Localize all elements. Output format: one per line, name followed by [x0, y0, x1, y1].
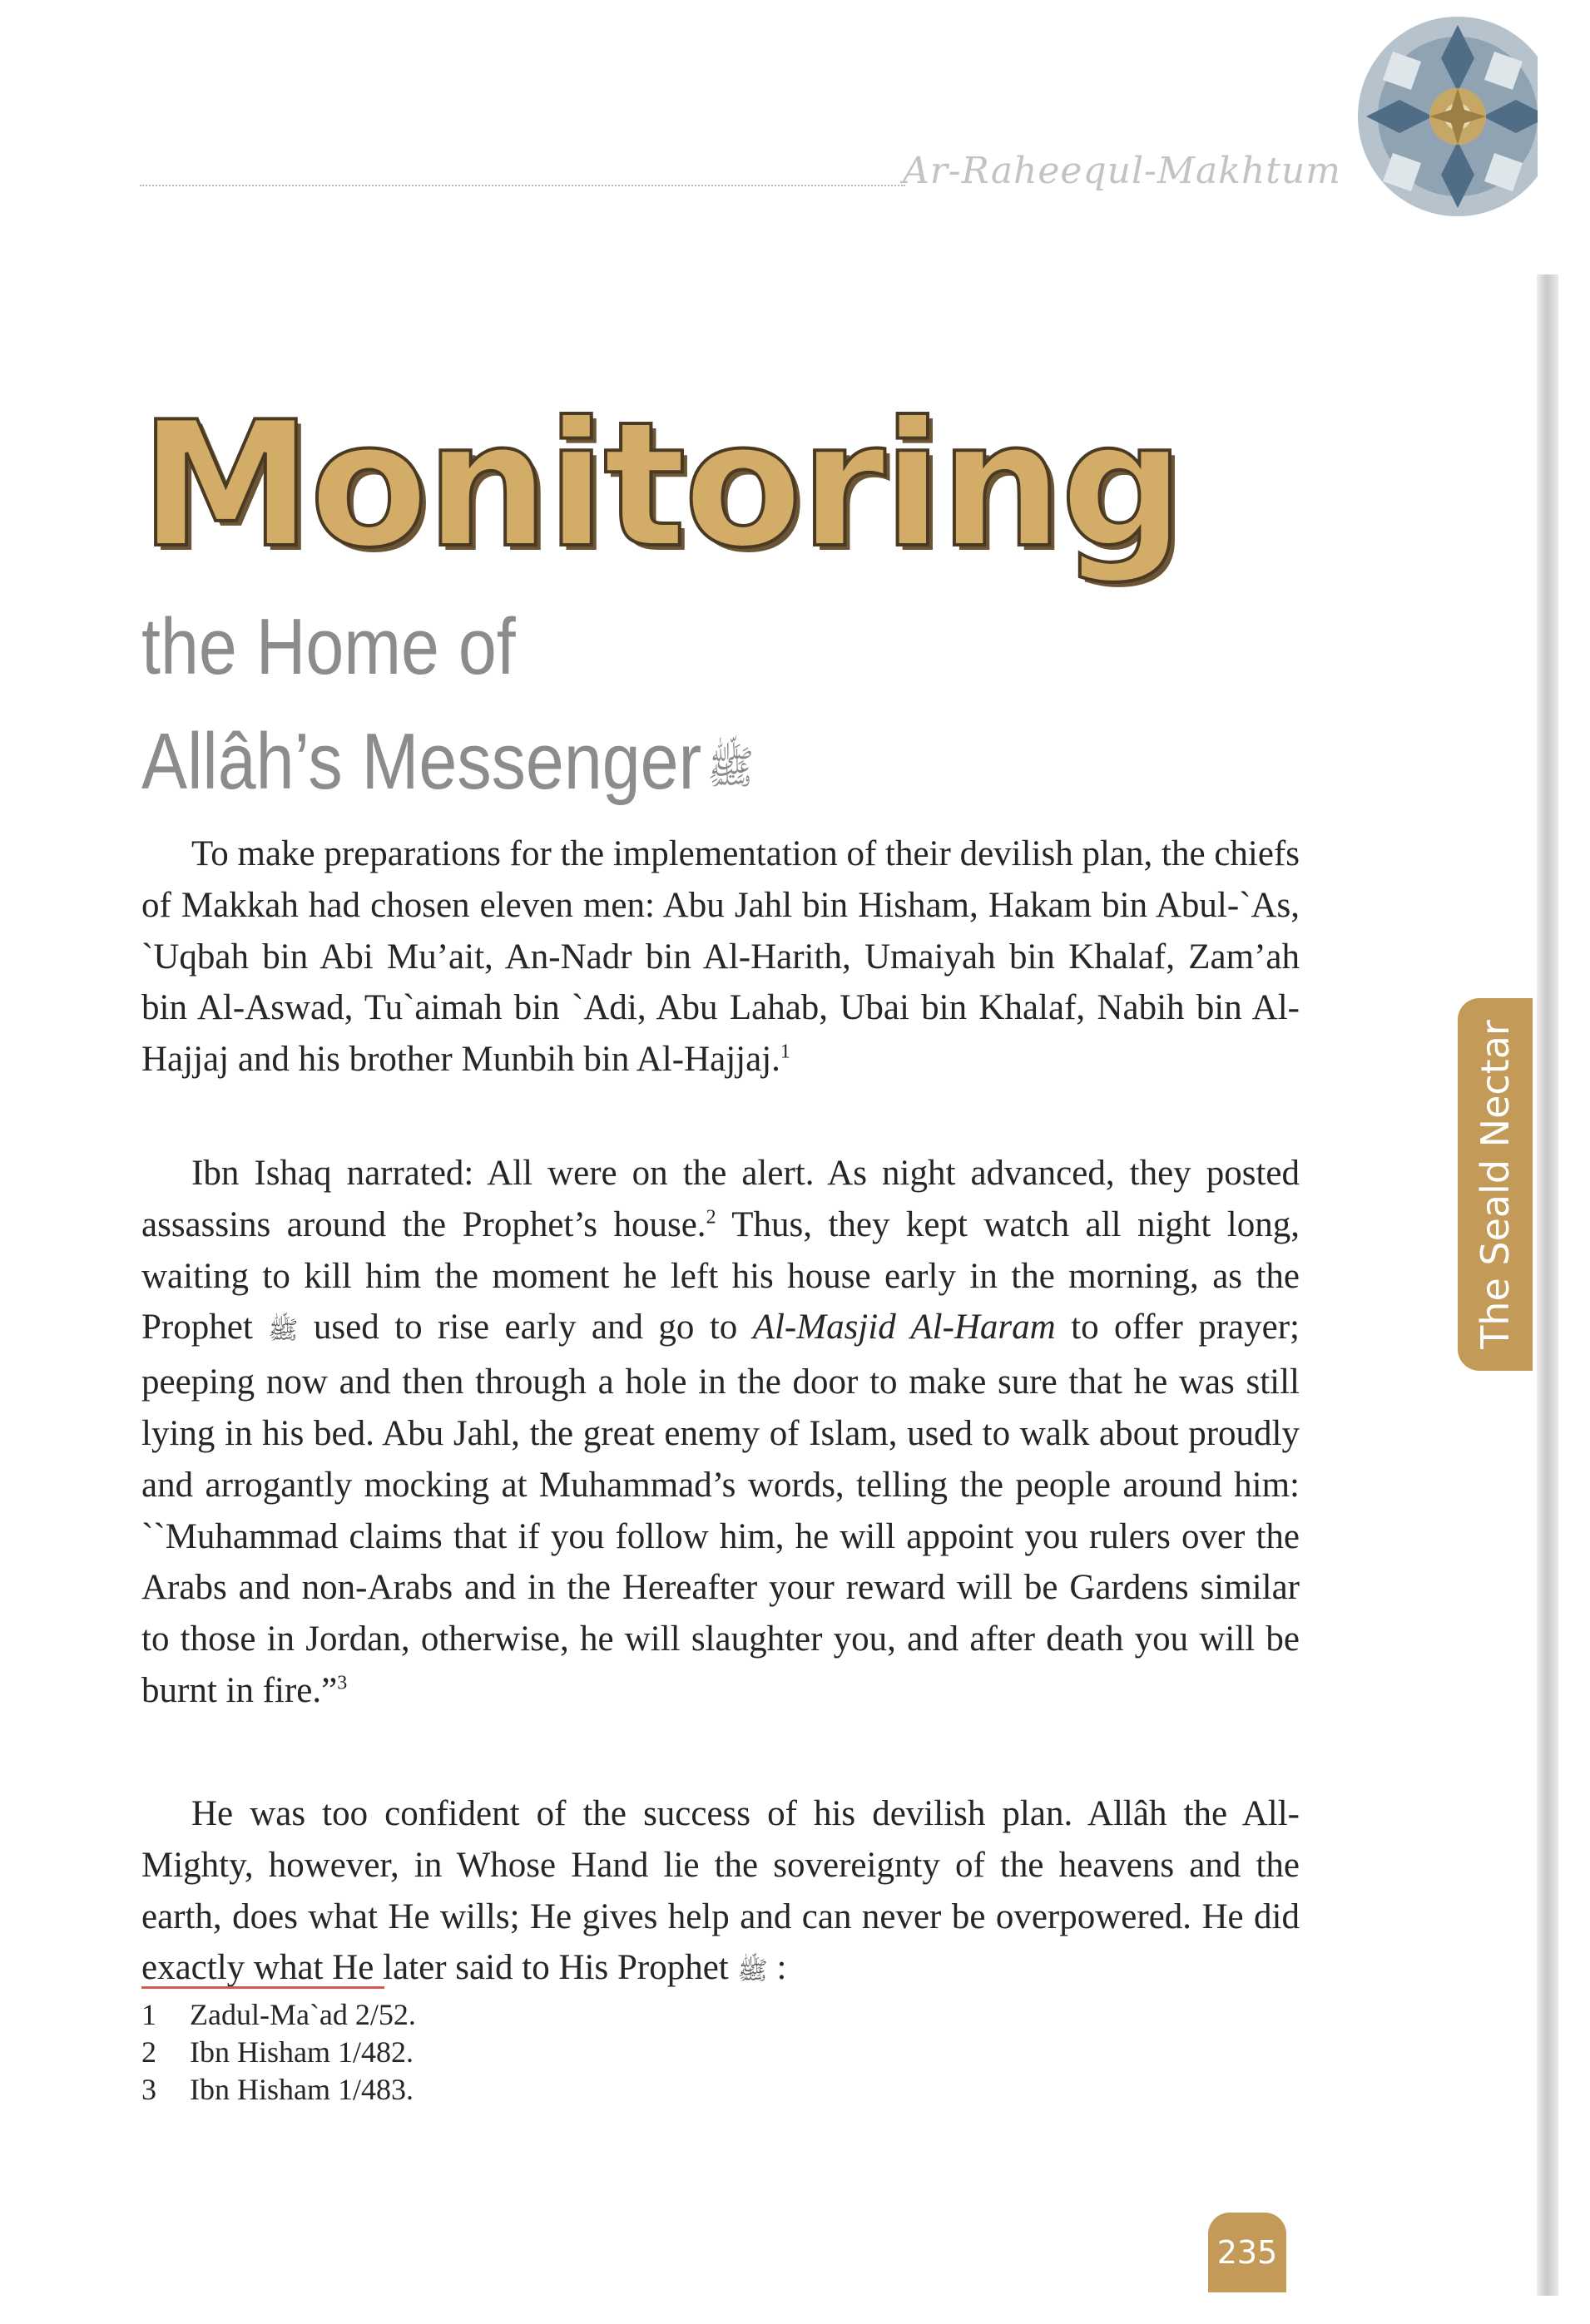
side-tab-label: The Seald Nectar [1473, 1020, 1518, 1349]
paragraph-text: Ibn Ishaq narrated: All were on the alert. As night advanced, they posted assassins around the Prophet’s house. [141, 1154, 1300, 1244]
footnote-rule [141, 1986, 384, 1989]
page-number: 235 [1208, 2213, 1286, 2292]
paragraph-text: to offer prayer; peeping now and then through a hole in the door to make sure that he was still lying in his bed. Abu Jahl, the great enemy of Islam, used to walk about proudly and arrogantly mocking at Muhammad’s words, telling the people around him: ``Muhammad claims that if you follow him, he will appoint you rulers over the Arabs and non-Arabs and in the Hereafter your reward will be Gardens similar to those in Jordan, otherwise, he will slaughter you, and after death you will be burnt in fire.” [141, 1308, 1300, 1710]
side-tab [1458, 998, 1533, 1371]
paragraph-text: : [767, 1948, 787, 1988]
arabesque-ornament-icon [1341, 8, 1541, 216]
footnotes [141, 1996, 416, 2109]
chapter-title: Monitoring [140, 385, 1182, 586]
paragraph-3 [141, 1788, 1300, 1997]
paragraph-text: used to rise early and go to [298, 1308, 753, 1347]
paragraph-text: To make preparations for the implementation of their devilish plan, the chiefs of Makkah had chosen eleven men: Abu Jahl bin Hisham, Hakam bin Abul-`As, `Uqbah bin Abi Mu’ait, An-Nadr bin Al-Harith, Umaiyah bin Khalaf, Zam’ah bin Al-Aswad, Tu`aimah bin `Adi, Abu Lahab, Ubai bin Khalaf, Nabih bin Al-Hajjaj and his brother Munbih bin Al-Hajjaj. [141, 834, 1300, 1080]
footnote-ref: 1 [780, 1041, 790, 1063]
running-header-title: Ar-Raheequl-Makhtum [903, 150, 1341, 192]
chapter-subtitle-line2-text: Allâh’s Messenger [141, 717, 702, 806]
footnote-number: 3 [141, 2073, 156, 2106]
honorific-glyph: ﷺ [268, 1316, 299, 1346]
footnote-number: 1 [141, 1998, 156, 2031]
footnote-item [141, 1996, 416, 2034]
footnote-ref: 2 [706, 1206, 716, 1229]
header-dotted-rule [140, 185, 905, 186]
honorific-glyph: ﷺ [706, 740, 755, 794]
paragraph-2 [141, 1148, 1300, 1717]
footnote-item [141, 2071, 416, 2109]
footnote-ref: 3 [337, 1672, 348, 1694]
paragraph-1 [141, 828, 1300, 1085]
footnote-item [141, 2034, 416, 2071]
footnote-text: Zadul-Ma`ad 2/52. [190, 1998, 416, 2031]
honorific-glyph: ﷺ [737, 1956, 768, 1986]
footnote-text: Ibn Hisham 1/483. [190, 2073, 414, 2106]
paragraph-text: He was too confident of the success of his devilish plan. Allâh the All-Mighty, however, in Whose Hand lie the sovereignty of the heavens and the earth, does what He wills; He gives help and can never be overpowered. He did exactly what He later said to His Prophet [141, 1794, 1300, 1988]
italic-term: Al-Masjid Al-Haram [752, 1308, 1056, 1347]
chapter-subtitle-line1: the Home of [141, 602, 516, 691]
right-margin-bar [1537, 274, 1558, 2296]
chapter-subtitle-line2 [141, 717, 755, 806]
footnote-number: 2 [141, 2035, 156, 2069]
paragraph-text: Thus, they kept watch all night long, waiting to kill him the moment he left his house early in the morning, as the Prophet [141, 1204, 1300, 1347]
footnote-text: Ibn Hisham 1/482. [190, 2035, 414, 2069]
